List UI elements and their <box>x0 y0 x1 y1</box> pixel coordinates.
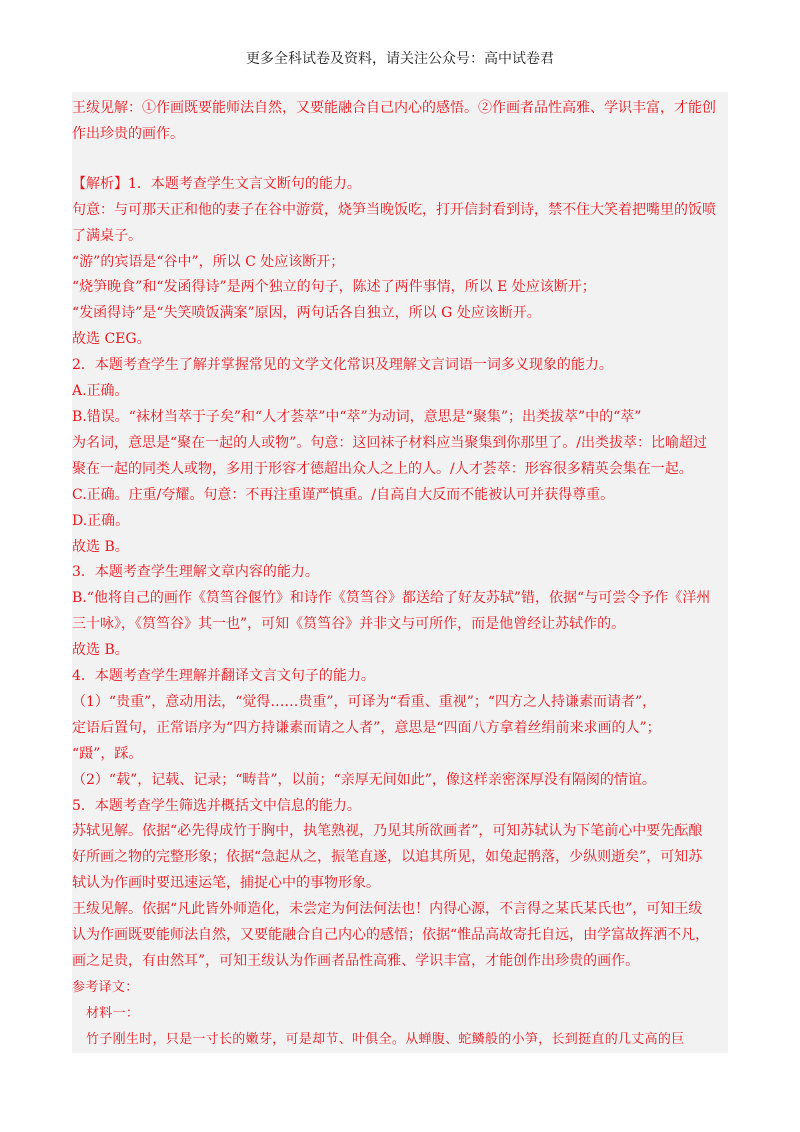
text-line: 4．本题考查学生理解并翻译文言文句子的能力。 <box>72 668 375 685</box>
text-line: 画之足贵，有由然耳”，可知王绂认为作画者品性高雅、学识丰富，才能创作出珍贵的画作。 <box>72 953 640 969</box>
text-line: 为名词，意思是“聚在一起的人或物”。句意：这回袜子材料应当聚集到你那里了。/出类拔萃：比喻超过 <box>72 434 708 451</box>
text-line: 定语后置句，正常语序为“四方持谦素而请之人者”，意思是“四面八方拿着丝绢前来求画的人”； <box>72 719 661 736</box>
text-line: 2．本题考查学生了解并掌握常见的文学文化常识及理解文言词语一词多义现象的能力。 <box>72 357 613 374</box>
text-line: A.正确。 <box>72 383 129 400</box>
text-line: 认为作画既要能师法自然，又要能融合自己内心的感悟；依据“惟品高故寄托自远，由学富故挥洒不凡， <box>72 927 710 944</box>
text-line: “烧笋晚食”和“发函得诗”是两个独立的句子，陈述了两件事情，所以 E 处应该断开； <box>72 279 596 296</box>
text-line: 故选 B。 <box>72 642 129 659</box>
page-header: 更多全科试卷及资料，请关注公众号：高中试卷君 <box>246 51 554 67</box>
document-body <box>72 92 728 1053</box>
text-line: B.“他将自己的画作《筼筜谷偃竹》和诗作《筼筜谷》都送给了好友苏轼”错，依据“与可尝令予作《洋州 <box>72 590 711 607</box>
text-line: “蹑”，踩。 <box>72 745 143 762</box>
text-line: B.错误。“袜材当萃于子矣”和“人才荟萃”中“萃”为动词，意思是“聚集”；出类拔萃”中的“萃” <box>72 408 642 425</box>
text-line: 故选 CEG。 <box>72 331 151 348</box>
text-line: 材料一： <box>86 1005 140 1021</box>
text-line: 三十咏》，《筼筜谷》其一也”，可知《筼筜谷》并非文与可所作，而是他曾经让苏轼作的。 <box>72 616 626 633</box>
text-line: 句意：与可那天正和他的妻子在谷中游赏，烧笋当晚饭吃，打开信封看到诗，禁不住大笑着把嘴里的饭喷 <box>72 201 716 218</box>
text-line: 王绂见解：①作画既要能师法自然，又要能融合自己内心的感悟。②作画者品性高雅、学识丰富，才能创 <box>72 100 716 116</box>
text-line: 【解析】1．本题考查学生文言文断句的能力。 <box>72 175 361 192</box>
text-line: 故选 B。 <box>72 538 129 555</box>
text-line: 参考译文： <box>72 979 139 995</box>
text-line: “游”的宾语是“谷中”，所以 C 处应该断开； <box>72 253 345 270</box>
text-line: 竹子刚生时，只是一寸长的嫩芽，可是却节、叶俱全。从蝉腹、蛇鳞般的小笋，长到挺直的几丈高的巨 <box>86 1031 685 1047</box>
text-line: （2）“载”，记载、记录；“畴昔”，以前；“亲厚无间如此”，像这样亲密深厚没有隔阂的情谊。 <box>72 771 656 788</box>
text-line: 好所画之物的完整形象；依据“急起从之，振笔直遂，以追其所见，如兔起鹘落，少纵则逝矣”，可知苏 <box>72 849 703 866</box>
text-line: 聚在一起的同类人或物，多用于形容才德超出众人之上的人。/人才荟萃：形容很多精英会集在一起。 <box>72 460 693 477</box>
text-line: “发函得诗”是“失笑喷饭满案”原因，两句话各自独立，所以 G 处应该断开。 <box>72 305 541 322</box>
text-line: （1）“贵重”，意动用法，“觉得……贵重”，可译为“看重、重视”；“四方之人持谦素而请者”， <box>72 693 657 710</box>
text-line: C.正确。庄重/夸耀。句意：不再注重谨严慎重。/自高自大反而不能被认可并获得尊重。 <box>72 486 615 503</box>
text-line: 3．本题考查学生理解文章内容的能力。 <box>72 564 319 581</box>
text-line: 苏轼见解。依据“必先得成竹于胸中，执笔熟视，乃见其所欲画者”，可知苏轼认为下笔前心中要先酝酿 <box>72 823 703 840</box>
text-line: 作出珍贵的画作。 <box>72 125 184 142</box>
blank-line <box>72 148 728 172</box>
text-line: 王绂见解。依据“凡此皆外师造化，未尝定为何法何法也！内得心源，不言得之某氏某氏也”，可知王绂 <box>72 901 703 918</box>
text-line: D.正确。 <box>72 512 130 529</box>
text-line: 轼认为作画时要迅速运笔，捕捉心中的事物形象。 <box>72 875 380 892</box>
text-line: 了满桌子。 <box>72 227 142 244</box>
text-line: 5．本题考查学生筛选并概括文中信息的能力。 <box>72 797 361 814</box>
